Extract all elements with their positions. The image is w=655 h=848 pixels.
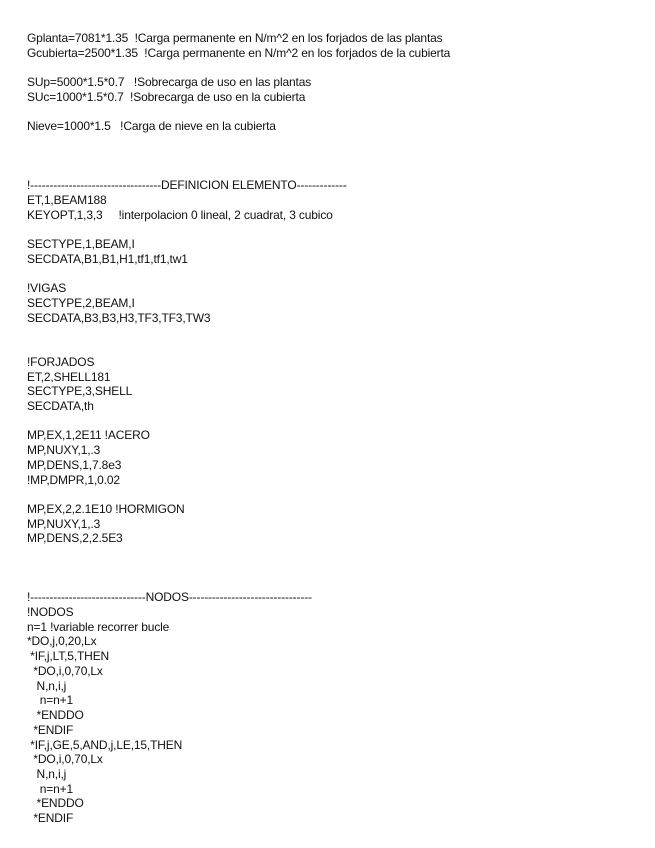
code-line: SUc=1000*1.5*0.7 !Sobrecarga de uso en la cubierta	[27, 89, 306, 104]
code-line: *DO,i,0,70,Lx	[27, 663, 103, 678]
code-line: SECTYPE,2,BEAM,I	[27, 295, 135, 310]
code-line: !MP,DMPR,1,0.02	[27, 472, 120, 487]
code-line: MP,DENS,2,2.5E3	[27, 531, 123, 546]
code-line: *ENDDO	[27, 708, 84, 723]
code-line: n=n+1	[27, 693, 74, 708]
code-line: KEYOPT,1,3,3 !interpolacion 0 lineal, 2 cuadrat, 3 cubico	[27, 207, 333, 222]
code-line: MP,EX,2,2.1E10 !HORMIGON	[27, 502, 185, 516]
blank-line	[27, 546, 450, 561]
code-line: *IF,j,LT,5,THEN	[27, 649, 110, 664]
code-line: MP,EX,1,2E11 !ACERO	[27, 428, 150, 443]
blank-line	[27, 267, 450, 282]
blank-line	[27, 163, 450, 178]
code-line: SECDATA,th	[27, 398, 94, 413]
blank-line	[27, 222, 450, 237]
code-line: n=1 !variable recorrer bucle	[27, 619, 170, 634]
code-line: N,n,i,j	[27, 678, 67, 693]
code-line: *DO,i,0,70,Lx	[27, 752, 103, 767]
code-line: *DO,j,0,20,Lx	[27, 634, 97, 649]
blank-line	[27, 325, 450, 340]
code-line: ET,1,BEAM188	[27, 192, 107, 207]
code-line: *ENDIF	[27, 811, 74, 826]
blank-line	[27, 340, 450, 355]
code-line: SECTYPE,1,BEAM,I	[27, 237, 135, 252]
ansys-script-text	[27, 31, 450, 826]
code-line: !VIGAS	[27, 281, 67, 296]
code-line: Gcubierta=2500*1.35 !Carga permanente en N/m^2 en los forjados de la cubierta	[27, 45, 451, 60]
code-line: !FORJADOS	[27, 354, 95, 369]
code-line: Gplanta=7081*1.35 !Carga permanente en N/m^2 en los forjados de las plantas	[27, 31, 443, 45]
code-line: *ENDDO	[27, 796, 84, 811]
code-line: *IF,j,GE,5,AND,j,LE,15,THEN	[27, 737, 183, 752]
code-line: SECDATA,B3,B3,H3,TF3,TF3,TW3	[27, 310, 211, 325]
code-line: !------------------------------NODOS--------------------------------	[27, 590, 312, 605]
blank-line	[27, 60, 450, 75]
blank-line	[27, 576, 450, 591]
code-line: MP,NUXY,1,.3	[27, 443, 101, 458]
code-line: ET,2,SHELL181	[27, 369, 111, 384]
blank-line	[27, 105, 450, 120]
code-line: SECTYPE,3,SHELL	[27, 384, 133, 399]
code-line: Nieve=1000*1.5 !Carga de nieve en la cubierta	[27, 119, 276, 134]
code-line: !----------------------------------DEFINICION ELEMENTO-------------	[27, 178, 347, 193]
code-line: SUp=5000*1.5*0.7 !Sobrecarga de uso en las plantas	[27, 75, 312, 90]
code-line: MP,DENS,1,7.8e3	[27, 457, 122, 472]
code-line: N,n,i,j	[27, 766, 67, 781]
code-line: !NODOS	[27, 605, 74, 620]
blank-line	[27, 487, 450, 502]
code-line: *ENDIF	[27, 722, 74, 737]
blank-line	[27, 561, 450, 576]
blank-line	[27, 134, 450, 149]
blank-line	[27, 149, 450, 164]
blank-line	[27, 414, 450, 429]
code-line: n=n+1	[27, 781, 74, 796]
code-line: SECDATA,B1,B1,H1,tf1,tf1,tw1	[27, 251, 188, 266]
code-line: MP,NUXY,1,.3	[27, 516, 101, 531]
